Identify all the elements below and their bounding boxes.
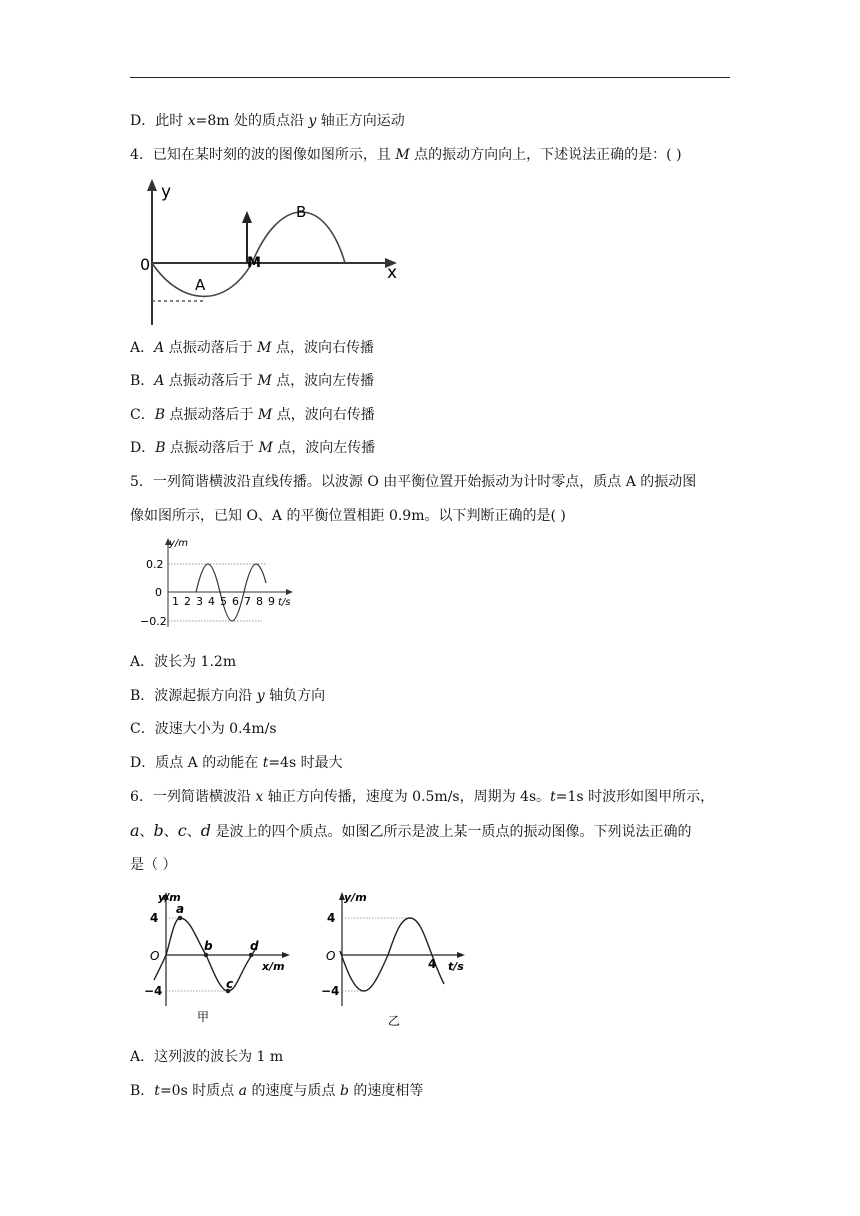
text: =0s 时质点 <box>159 1083 239 1099</box>
var: A <box>154 373 165 389</box>
var-b: b <box>339 1083 349 1099</box>
text: 点，波向左传播 <box>271 373 375 389</box>
var-c: c <box>177 821 187 840</box>
text: 点振动落后于 <box>165 440 259 456</box>
q4-option-c <box>130 405 375 425</box>
point-a <box>178 916 183 921</box>
point-b-label: b <box>204 939 213 953</box>
x-label: x <box>387 263 398 283</box>
text: 轴正方向传播，速度为 0.5m/s，周期为 4s。 <box>263 789 551 805</box>
t-label: t/s <box>278 597 291 608</box>
point-d <box>249 953 254 958</box>
header-rule <box>130 77 730 78</box>
q5-vibration-figure <box>138 535 298 630</box>
q5-option-c: C．波速大小为 0.4m/s <box>130 721 277 737</box>
q6-option-a: A．这列波的波长为 1 m <box>130 1049 284 1065</box>
t-tick-label: 3 <box>196 595 203 608</box>
var-a: a <box>238 1083 248 1099</box>
y-tick-top: 0.2 <box>146 558 164 571</box>
text: 轴负方向 <box>264 688 326 704</box>
x-label: x/m <box>262 960 285 973</box>
origin-label: 0 <box>140 255 151 274</box>
origin-label: O <box>150 949 160 963</box>
q4-stem <box>130 145 682 165</box>
text: 、 <box>163 824 178 840</box>
t-tick-label: 2 <box>184 595 191 608</box>
caption-yi: 乙 <box>388 1014 401 1028</box>
q6-figure-jia <box>140 888 300 1028</box>
text: 点振动落后于 <box>164 373 258 389</box>
t-axis-arrow <box>457 952 465 958</box>
point-a-label: a <box>176 902 185 916</box>
var-m: M <box>395 147 410 163</box>
text: 是波上的四个质点。如图乙所示是波上某一质点的振动图像。下列说法正确的 <box>211 824 692 840</box>
var-y: y <box>256 688 265 704</box>
point-b <box>204 953 209 958</box>
var-t: t <box>262 755 269 771</box>
var: A <box>154 340 165 356</box>
point-c-label: c <box>226 977 234 991</box>
q4-option-a <box>130 338 374 358</box>
text: 、 <box>139 824 154 840</box>
text: 、 <box>186 824 201 840</box>
q6-stem-line1 <box>130 787 714 807</box>
text: 4．已知在某时刻的波的图像如图所示，且 <box>130 147 396 163</box>
text: =8m 处的质点沿 <box>195 113 309 129</box>
y-axis-arrow <box>147 179 157 191</box>
q6-stem-line3: 是（ ） <box>130 857 177 873</box>
text: 轴正方向运动 <box>316 113 405 129</box>
point-d-label: d <box>250 939 259 953</box>
y-tick-top: 4 <box>327 911 336 925</box>
text: 的速度与质点 <box>247 1083 340 1099</box>
var-x: x <box>187 113 196 129</box>
y-tick-zero: 0 <box>155 586 162 599</box>
q3-option-d <box>130 111 405 131</box>
q5-stem-line1: 5．一列简谐横波沿直线传播。以波源 O 由平衡位置开始振动为计时零点，质点 A 的振动图 <box>130 474 697 490</box>
text: 点的振动方向向上，下述说法正确的是：( ) <box>409 147 682 163</box>
t-ticks <box>172 595 275 608</box>
t-tick-label: 9 <box>268 595 275 608</box>
text: 6．一列简谐横波沿 <box>130 789 256 805</box>
y-label: y/m <box>169 538 189 549</box>
y-label: y/m <box>344 891 367 904</box>
text: A． <box>130 340 155 356</box>
var-b: b <box>153 821 164 840</box>
text: B． <box>130 373 155 389</box>
q5-option-d <box>130 753 343 773</box>
q6-figure-yi <box>318 888 478 1028</box>
t-tick-label: 6 <box>232 595 239 608</box>
text: D． <box>130 440 156 456</box>
y-tick-top: 4 <box>150 911 159 925</box>
var: B <box>155 440 166 456</box>
t-tick-label: 1 <box>172 595 179 608</box>
var-d: d <box>200 821 212 840</box>
q4-option-d <box>130 438 375 458</box>
var-x: x <box>255 789 264 805</box>
text: C． <box>130 407 155 423</box>
y-tick-bottom: −4 <box>321 984 340 998</box>
y-label: y <box>161 182 172 202</box>
q5-option-a: A．波长为 1.2m <box>130 654 237 670</box>
velocity-arrow-head <box>242 211 252 223</box>
q4-option-b <box>130 371 374 391</box>
q6-option-b <box>130 1081 423 1101</box>
point-b-label: B <box>296 203 307 221</box>
q6-stem-line2 <box>130 821 691 842</box>
text: =1s 时波形如图甲所示， <box>555 789 715 805</box>
t-label: t/s <box>448 960 464 973</box>
text: B．波源起振方向沿 <box>130 688 257 704</box>
var: B <box>154 407 166 423</box>
origin-label: O <box>326 949 336 963</box>
text: 点振动落后于 <box>164 340 258 356</box>
var-y: y <box>308 113 317 129</box>
var: M <box>257 373 272 389</box>
text: 的速度相等 <box>348 1083 424 1099</box>
y-label: y/m <box>158 891 181 904</box>
var: M <box>257 407 273 423</box>
var-a: a <box>130 821 140 840</box>
x-axis-arrow <box>282 952 290 958</box>
t-tick-label: 4 <box>208 595 215 608</box>
text: 点，波向右传播 <box>272 407 375 423</box>
t-tick-4: 4 <box>428 957 437 971</box>
text: D．质点 A 的动能在 <box>130 755 263 771</box>
var: M <box>257 340 272 356</box>
y-tick-bottom: −0.2 <box>140 615 167 628</box>
caption-jia: 甲 <box>197 1010 210 1024</box>
q5-option-b <box>130 686 325 706</box>
text: 点振动落后于 <box>165 407 258 423</box>
y-tick-bottom: −4 <box>144 984 163 998</box>
t-tick-label: 7 <box>244 595 251 608</box>
t-axis-arrow <box>286 589 293 595</box>
t-tick-label: 8 <box>256 595 263 608</box>
point-m-label: M <box>247 255 261 271</box>
text: =4s 时最大 <box>268 755 343 771</box>
text: 点，波向左传播 <box>272 440 376 456</box>
var-t: t <box>154 1083 160 1099</box>
t-tick-label: 5 <box>220 595 227 608</box>
point-a-label: A <box>195 276 206 294</box>
text: 点，波向右传播 <box>271 340 374 356</box>
text: B． <box>130 1083 155 1099</box>
var-t: t <box>550 789 556 805</box>
var: M <box>258 440 273 456</box>
q5-stem-line2: 像如图所示，已知 O、A 的平衡位置相距 0.9m。以下判断正确的是( ) <box>130 508 566 524</box>
q4-wave-figure <box>135 175 405 330</box>
text: D．此时 <box>130 113 188 129</box>
